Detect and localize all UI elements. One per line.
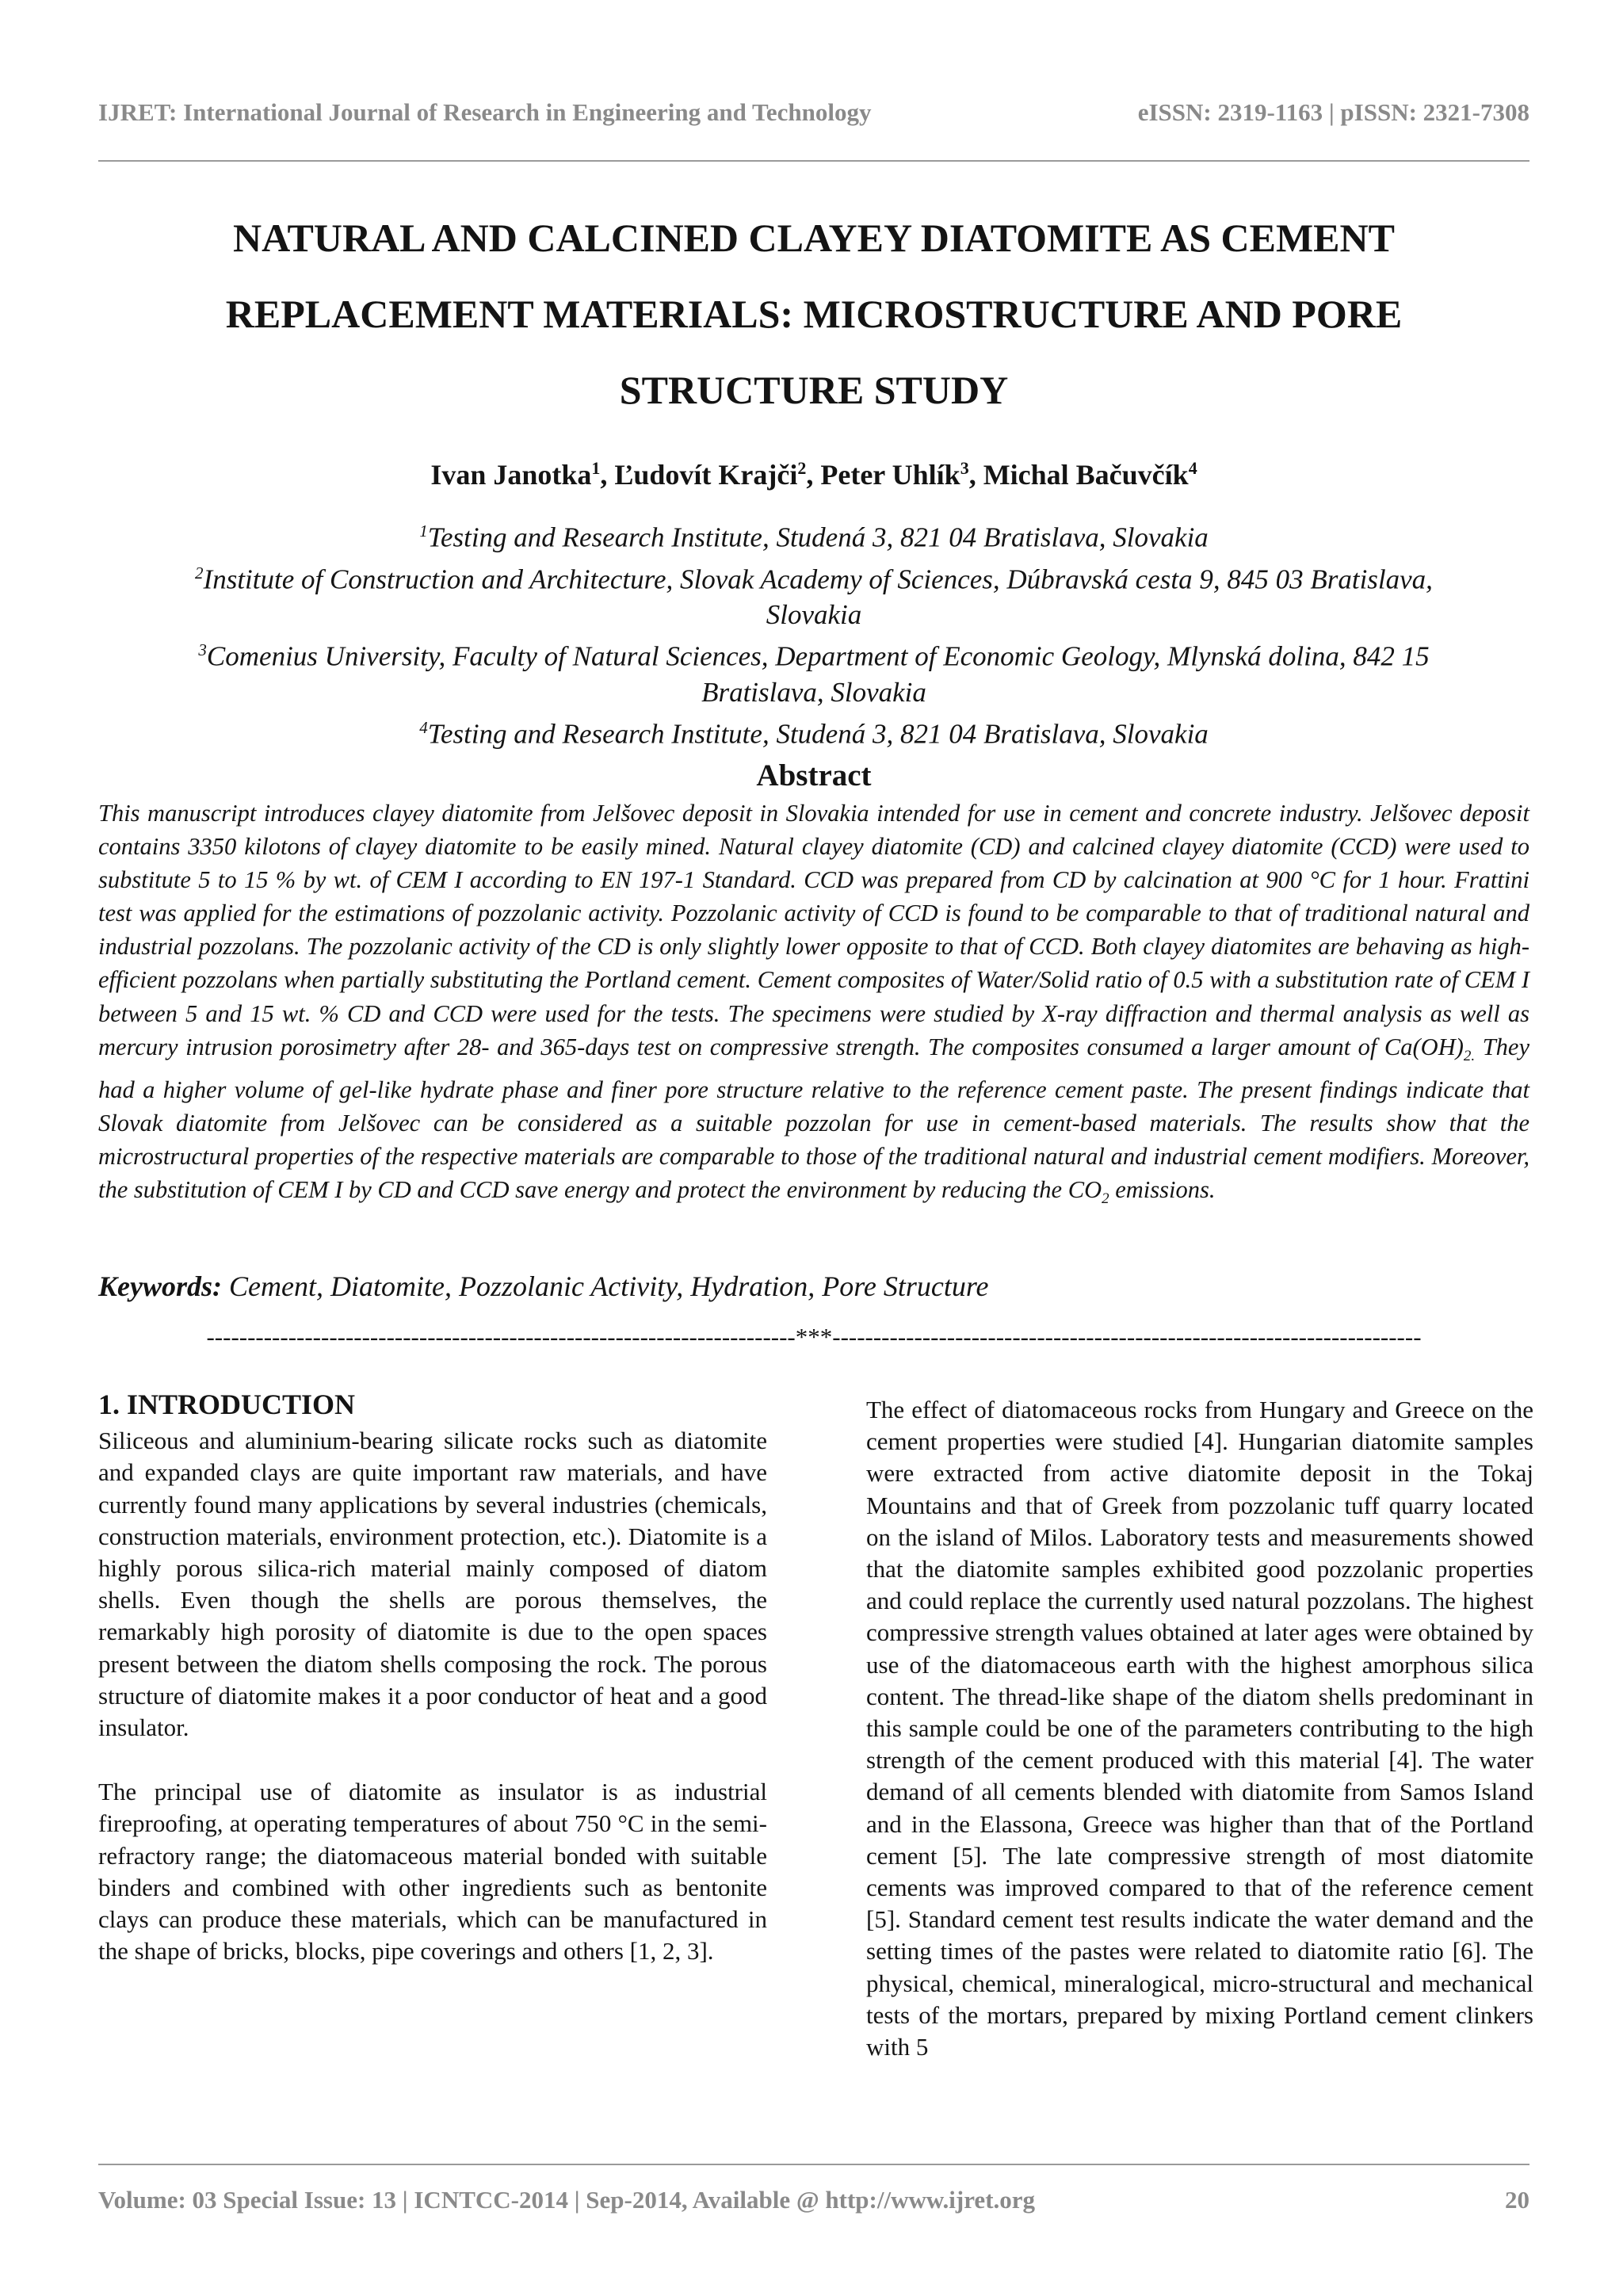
author-separator: , [806, 459, 821, 491]
keywords-text: Cement, Diatomite, Pozzolanic Activity, Hydration, Pore Structure [222, 1270, 989, 1302]
affiliation-continuation: Slovakia [766, 599, 862, 631]
affiliation-mark: 3 [198, 640, 207, 660]
footer-text: Volume: 03 Special Issue: 13 | ICNTCC-2014 | Sep-2014, Available @ http://www.ijret.org [98, 2186, 1036, 2214]
abstract-text: emissions. [1109, 1176, 1216, 1204]
author-name: Michal Bačuvčík [983, 459, 1189, 491]
affiliation-text: Testing and Research Institute, Studená 3, 821 04 Bratislava, Slovakia [427, 521, 1209, 553]
section-separator: ------------------------------------------------------------------------***------------------------------------------------------------------------ [206, 1323, 1422, 1350]
right-column [866, 1394, 1533, 2063]
body-paragraph: Siliceous and aluminium-bearing silicate rocks such as diatomite and expanded clays are quite important raw materials, and have currently found many applications by several industries (chemicals, construction materials, environment protection, etc.). Diatomite is a highly porous silica-rich material mainly composed of diatom shells. Even though the shells are porous themselves, the remarkably high porosity of diatomite is due to the open spaces present between the diatom shells composing the rock. The porous structure of diatomite makes it a poor conductor of heat and a good insulator. [98, 1427, 767, 1742]
author-separator: , [968, 459, 983, 491]
running-header [98, 98, 1529, 127]
abstract-text: They had a higher volume of gel-like hydrate phase and finer pore structure relative to the reference cement paste. The present findings indicate that Slovak diatomite from Jelšovec can be considered as a suitable pozzolan for use in cement-based materials. The results show that the microstructural properties of the respective materials are comparable to those of the traditional natural and industrial cement modifiers. Moreover, the substitution of CEM I by CD and CCD save energy and protect the environment by reducing the CO [98, 1033, 1529, 1204]
issn-info: eISSN: 2319-1163 | pISSN: 2321-7308 [1137, 98, 1529, 126]
author-affiliation-mark: 1 [591, 458, 601, 478]
title-line: STRUCTURE STUDY [619, 368, 1009, 412]
abstract-subscript: 2 [1102, 1190, 1109, 1208]
journal-name: IJRET: International Journal of Research in Engineering and Technology [98, 98, 872, 126]
abstract-body [98, 797, 1529, 1216]
author-affiliation-mark: 2 [797, 458, 807, 478]
author-name: Ivan Janotka [430, 459, 592, 491]
affiliation-mark: 1 [419, 521, 428, 541]
affiliation-text: Institute of Construction and Architecture, Slovak Academy of Sciences, Dúbravská cesta 9, 845 03 Bratislava, [203, 563, 1433, 595]
page-number: 20 [1505, 2186, 1529, 2214]
author-name: Ľudovít Krajči [614, 459, 798, 491]
abstract-heading: Abstract [756, 758, 872, 793]
keywords-label: Keywords: [98, 1270, 222, 1302]
affiliation-list [98, 514, 1529, 752]
paper-title [98, 200, 1529, 428]
author-separator: , [600, 459, 615, 491]
running-footer [98, 2186, 1529, 2214]
title-line: NATURAL AND CALCINED CLAYEY DIATOMITE AS CEMENT [233, 216, 1395, 260]
author-name: Peter Uhlík [820, 459, 960, 491]
footer-rule [98, 2164, 1529, 2165]
affiliation-mark: 2 [195, 563, 204, 583]
body-paragraph: The effect of diatomaceous rocks from Hungary and Greece on the cement properties were studied [4]. Hungarian diatomite samples were extracted from active diatomite deposit in the Tokaj Mountains and that of Greek from pozzolanic tuff quarry located on the island of Milos. Laboratory tests and measurements showed that the diatomite samples exhibited good pozzolanic properties and could replace the currently used natural pozzolans. The highest compressive strength values obtained at later ages were obtained by use of the diatomaceous earth with the highest amorphous silica content. The thread-like shape of the diatom shells predominant in this sample could be one of the parameters contributing to the high strength of the cement produced with this material [4]. The water demand of all cements blended with diatomite from Samos Island and in the Elassona, Greece was higher than that of the Portland cement [5]. The late compressive strength of most diatomite cements was improved compared to that of the reference cement [5]. Standard cement test results indicate the water demand and the setting times of the pastes were related to diatomite ratio [6]. The physical, chemical, mineralogical, micro-structural and mechanical tests of the mortars, prepared by mixing Portland cement clinkers with 5 [866, 1396, 1533, 2061]
author-affiliation-mark: 4 [1188, 458, 1197, 478]
section-heading: 1. INTRODUCTION [98, 1389, 356, 1420]
abstract-text: This manuscript introduces clayey diatomite from Jelšovec deposit in Slovakia intended for use in cement and concrete industry. Jelšovec deposit contains 3350 kilotons of clayey diatomite to be easily mined. Natural clayey diatomite (CD) and calcined clayey diatomite (CCD) were used to substitute 5 to 15 % by wt. of CEM I according to EN 197-1 Standard. CCD was prepared from CD by calcination at 900 °C for 1 hour. Frattini test was applied for the estimations of pozzolanic activity. Pozzolanic activity of CCD is found to be comparable to that of traditional natural and industrial pozzolans. The pozzolanic activity of the CD is only slightly lower opposite to that of CCD. Both clayey diatomites are behaving as high-efficient pozzolans when partially substituting the Portland cement. Cement composites of Water/Solid ratio of 0.5 with a substitution rate of CEM I between 5 and 15 wt. % CD and CCD were used for the tests. The specimens were studied by X-ray diffraction and thermal analysis as well as mercury intrusion porosimetry after 28- and 365-days test on compressive strength. The composites consumed a larger amount of Ca(OH) [98, 800, 1529, 1060]
body-paragraph: The principal use of diatomite as insulator is as industrial fireproofing, at operating temperatures of about 750 °C in the semi-refractory range; the diatomaceous material bonded with suitable binders and combined with other ingredients such as bentonite clays can produce these materials, which can be manufactured in the shape of bricks, blocks, pipe coverings and others [1, 2, 3]. [98, 1778, 767, 1966]
author-list [98, 458, 1529, 491]
affiliation [98, 556, 1529, 598]
left-column [98, 1389, 767, 1967]
affiliation-continuation: Bratislava, Slovakia [701, 676, 926, 708]
affiliation-mark: 4 [419, 717, 428, 737]
author-affiliation-mark: 3 [960, 458, 969, 478]
affiliation [98, 514, 1529, 556]
affiliation [98, 632, 1529, 674]
title-line: REPLACEMENT MATERIALS: MICROSTRUCTURE AND PORE [225, 292, 1403, 336]
abstract-subscript: 2. [1463, 1047, 1476, 1064]
affiliation-text: Testing and Research Institute, Studená 3, 821 04 Bratislava, Slovakia [427, 718, 1209, 750]
keywords [98, 1270, 1529, 1303]
affiliation [98, 710, 1529, 752]
header-rule [98, 160, 1529, 162]
affiliation-text: Comenius University, Faculty of Natural Sciences, Department of Economic Geology, Mlynská dolina, 842 15 [206, 640, 1430, 672]
